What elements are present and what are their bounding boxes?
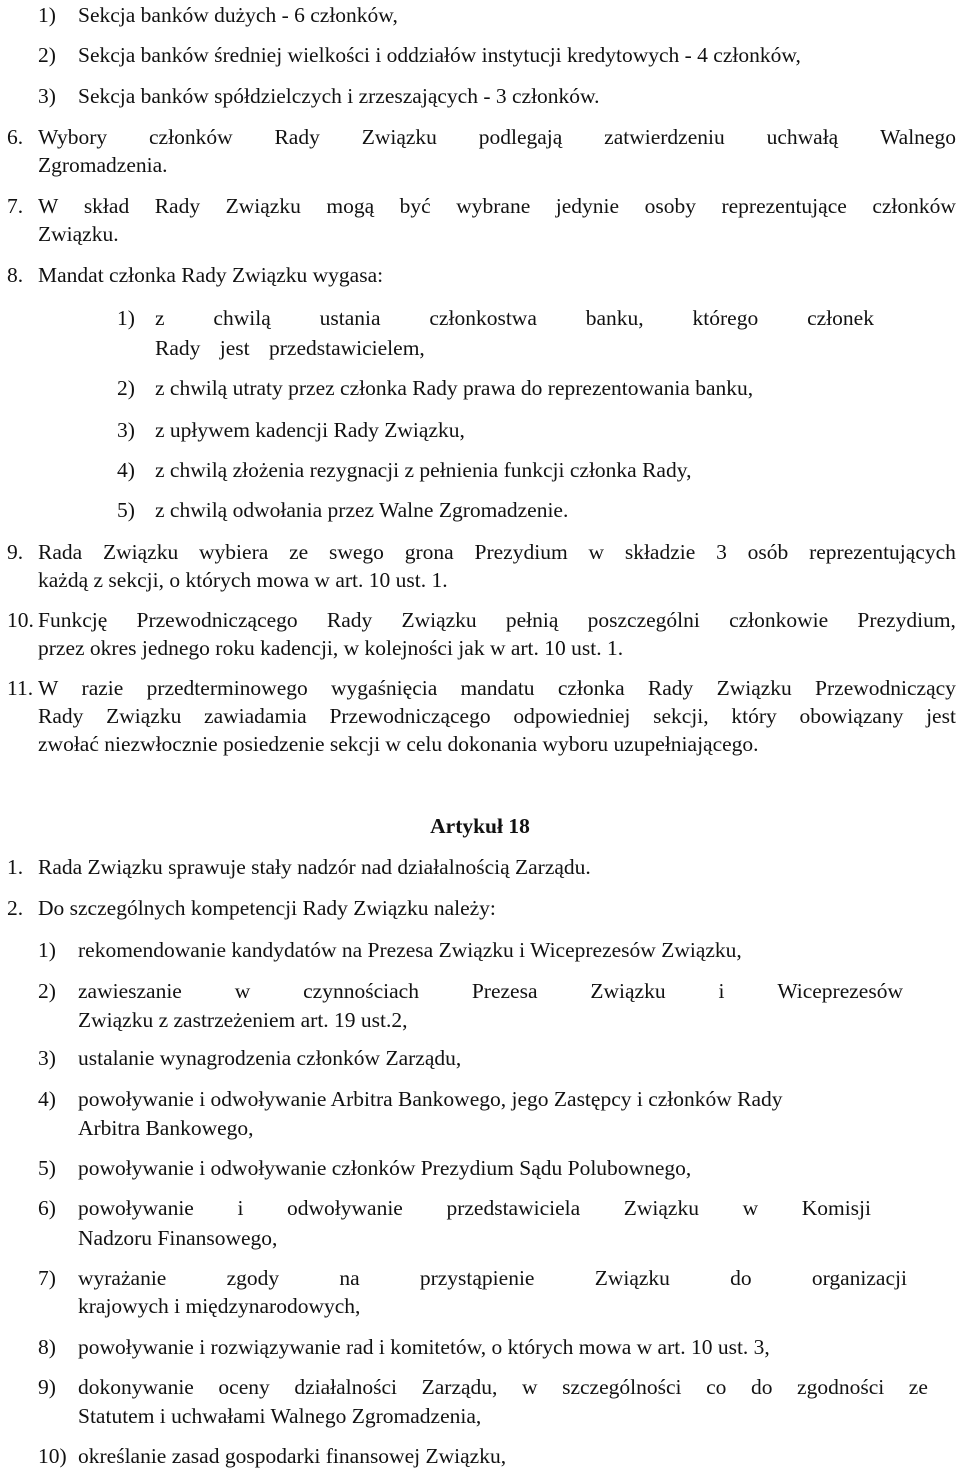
- word: Związku: [106, 704, 182, 728]
- word: skład: [83, 194, 130, 218]
- list-item-number: 3): [38, 84, 56, 108]
- list-item-number: 2): [38, 979, 56, 1003]
- paragraph-text: Do szczególnych kompetencji Rady Związku należy:: [38, 896, 496, 920]
- word: który: [731, 704, 777, 728]
- word: reprezentujące: [721, 194, 847, 218]
- word: w: [234, 979, 251, 1003]
- word: 3: [716, 540, 727, 564]
- list-item-number: 4): [117, 458, 135, 482]
- paragraph-number: 8.: [7, 263, 24, 287]
- list-item-text-justified: [78, 1268, 907, 1290]
- list-item-number: 2): [117, 376, 135, 400]
- word: w: [742, 1196, 759, 1220]
- word: zawiadamia: [204, 704, 307, 728]
- word: Związku: [590, 979, 666, 1003]
- list-item-text-justified: [78, 981, 903, 1003]
- paragraph-number: 6.: [7, 125, 24, 149]
- word: W: [38, 676, 59, 700]
- word: ze: [289, 540, 309, 564]
- list-item-number: 8): [38, 1335, 56, 1359]
- word: co: [706, 1375, 727, 1399]
- list-item-text: Związku z zastrzeżeniem art. 19 ust.2,: [78, 1008, 408, 1032]
- word: Związku: [401, 608, 477, 632]
- word: Związku: [623, 1196, 699, 1220]
- paragraph-text: zwołać niezwłocznie posiedzenie sekcji w celu dokonania wyboru uzupełniającego.: [38, 732, 759, 756]
- word: ustania: [319, 306, 381, 330]
- word: grona: [404, 540, 454, 564]
- list-item-text: z chwilą odwołania przez Walne Zgromadzenie.: [155, 498, 569, 522]
- word: razie: [81, 676, 124, 700]
- paragraph-text-justified: [38, 610, 956, 632]
- word: Walnego: [880, 125, 956, 149]
- list-item-number: 9): [38, 1375, 56, 1399]
- word: Zarządu,: [421, 1375, 498, 1399]
- word: Rady: [647, 676, 694, 700]
- word: podlegają: [478, 125, 563, 149]
- paragraph-number: 2.: [7, 896, 24, 920]
- word: przedstawiciela: [446, 1196, 581, 1220]
- word: członkostwa: [429, 306, 537, 330]
- word: pełnią: [505, 608, 559, 632]
- word: Przewodniczący: [815, 676, 956, 700]
- word: sekcji,: [653, 704, 709, 728]
- word: przystąpienie: [419, 1266, 535, 1290]
- word: zgodności: [797, 1375, 885, 1399]
- word: w: [521, 1375, 538, 1399]
- word: Prezesa: [471, 979, 538, 1003]
- list-item-number: 7): [38, 1266, 56, 1290]
- word: powoływanie: [78, 1196, 194, 1220]
- word: obowiązany: [799, 704, 904, 728]
- list-item-number: 3): [117, 418, 135, 442]
- word: składzie: [624, 540, 696, 564]
- list-item-number: 4): [38, 1087, 56, 1111]
- word: zatwierdzeniu: [604, 125, 725, 149]
- list-item-text: powoływanie i rozwiązywanie rad i komitetów, o których mowa w art. 10 ust. 3,: [78, 1335, 770, 1359]
- article-heading: Artykuł 18: [430, 814, 530, 838]
- word: osób: [747, 540, 789, 564]
- list-item-text: z chwilą złożenia rezygnacji z pełnienia funkcji członka Rady,: [155, 458, 692, 482]
- word: Związku: [361, 125, 437, 149]
- list-item-text: rekomendowanie kandydatów na Prezesa Związku i Wiceprezesów Związku,: [78, 938, 742, 962]
- list-item-number: 3): [38, 1046, 56, 1070]
- word: Przewodniczącego: [136, 608, 298, 632]
- word: Prezydium: [474, 540, 568, 564]
- paragraph-text-justified: [38, 542, 956, 564]
- paragraph-text: każdą z sekcji, o których mowa w art. 10 ust. 1.: [38, 568, 448, 592]
- list-item-number: 5): [38, 1156, 56, 1180]
- list-item-text-justified: [155, 308, 874, 330]
- word: którego: [692, 306, 759, 330]
- word: chwilą: [213, 306, 271, 330]
- word: do: [730, 1266, 752, 1290]
- word: mandatu: [460, 676, 535, 700]
- list-item-number: 5): [117, 498, 135, 522]
- list-item-text: Sekcja banków spółdzielczych i zrzeszających - 3 członków.: [78, 84, 600, 108]
- list-item-number: 1): [38, 938, 56, 962]
- word: Związku: [716, 676, 792, 700]
- word: oceny: [218, 1375, 270, 1399]
- word: Związku: [103, 540, 179, 564]
- paragraph-text: Mandat członka Rady Związku wygasa:: [38, 263, 384, 287]
- paragraph-number: 11.: [7, 676, 34, 700]
- word: Rada: [38, 540, 83, 564]
- paragraph-number: 9.: [7, 540, 24, 564]
- word: banku,: [585, 306, 644, 330]
- word: odwoływanie: [287, 1196, 403, 1220]
- list-item-text: powoływanie i odwoływanie Arbitra Bankowego, jego Zastępcy i członków Rady: [78, 1087, 783, 1111]
- word: członków: [872, 194, 956, 218]
- word: wygaśnięcia: [331, 676, 438, 700]
- word: mogą: [326, 194, 375, 218]
- word: członkowie: [729, 608, 829, 632]
- word: szczególności: [562, 1375, 682, 1399]
- paragraph-text: przez okres jednego roku kadencji, w kolejności jak w art. 10 ust. 1.: [38, 636, 624, 660]
- word: jedynie: [555, 194, 620, 218]
- list-item-text: krajowych i międzynarodowych,: [78, 1294, 361, 1318]
- word: Rady: [274, 125, 320, 149]
- word: wybrane: [456, 194, 531, 218]
- paragraph-number: 10.: [7, 608, 34, 632]
- word: w: [588, 540, 605, 564]
- list-item-text: powoływanie i odwoływanie członków Prezydium Sądu Polubownego,: [78, 1156, 692, 1180]
- list-item-text: Rady jest przedstawicielem,: [155, 336, 425, 360]
- word: reprezentujących: [809, 540, 956, 564]
- word: Rady: [38, 704, 84, 728]
- word: być: [399, 194, 431, 218]
- list-item-text: z chwilą utraty przez członka Rady prawa do reprezentowania banku,: [155, 376, 754, 400]
- word: zgody: [226, 1266, 280, 1290]
- word: na: [339, 1266, 360, 1290]
- word: Rady: [154, 194, 201, 218]
- word: Związku: [594, 1266, 670, 1290]
- list-item-text: określanie zasad gospodarki finansowej Związku,: [78, 1444, 507, 1468]
- word: uchwałą: [766, 125, 839, 149]
- word: Przewodniczącego: [329, 704, 491, 728]
- word: członków: [149, 125, 233, 149]
- word: z: [155, 306, 165, 330]
- list-item-text-justified: [78, 1198, 871, 1220]
- list-item-text: Nadzoru Finansowego,: [78, 1226, 278, 1250]
- paragraph-text-justified: [38, 706, 956, 728]
- paragraph-text-justified: [38, 127, 956, 149]
- word: czynnościach: [303, 979, 419, 1003]
- word: odpowiedniej: [513, 704, 631, 728]
- list-item-number: 2): [38, 43, 56, 67]
- word: Prezydium,: [857, 608, 956, 632]
- word: dokonywanie: [78, 1375, 194, 1399]
- paragraph-text-justified: [38, 196, 956, 218]
- word: przedterminowego: [146, 676, 308, 700]
- list-item-text-justified: [78, 1377, 928, 1399]
- word: członek: [807, 306, 874, 330]
- word: ze: [908, 1375, 928, 1399]
- word: osoby: [644, 194, 696, 218]
- paragraph-number: 1.: [7, 855, 24, 879]
- word: Rady: [326, 608, 373, 632]
- word: członka: [557, 676, 625, 700]
- word: i: [718, 979, 725, 1003]
- word: organizacji: [811, 1266, 907, 1290]
- word: Związku: [225, 194, 301, 218]
- word: i: [237, 1196, 244, 1220]
- word: działalności: [294, 1375, 398, 1399]
- word: wybiera: [199, 540, 269, 564]
- word: swego: [329, 540, 384, 564]
- word: Funkcję: [38, 608, 108, 632]
- word: Komisji: [801, 1196, 871, 1220]
- list-item-number: 6): [38, 1196, 56, 1220]
- list-item-text: z upływem kadencji Rady Związku,: [155, 418, 465, 442]
- word: jest: [926, 704, 956, 728]
- paragraph-text: Rada Związku sprawuje stały nadzór nad działalnością Zarządu.: [38, 855, 591, 879]
- list-item-text: ustalanie wynagrodzenia członków Zarządu,: [78, 1046, 462, 1070]
- list-item-number: 1): [117, 306, 135, 330]
- word: W: [38, 194, 59, 218]
- list-item-text: Arbitra Bankowego,: [78, 1116, 254, 1140]
- word: do: [750, 1375, 773, 1399]
- word: Wybory: [38, 125, 108, 149]
- word: poszczególni: [587, 608, 700, 632]
- word: Wiceprezesów: [777, 979, 903, 1003]
- paragraph-text-justified: [38, 678, 956, 700]
- list-item-text: Sekcja banków dużych - 6 członków,: [78, 3, 398, 27]
- list-item-number: 10): [38, 1444, 67, 1468]
- list-item-text: Sekcja banków średniej wielkości i oddziałów instytucji kredytowych - 4 członków,: [78, 43, 801, 67]
- word: wyrażanie: [78, 1266, 167, 1290]
- list-item-text: Statutem i uchwałami Walnego Zgromadzenia,: [78, 1404, 482, 1428]
- paragraph-text: Zgromadzenia.: [38, 153, 168, 177]
- paragraph-text: Związku.: [38, 222, 119, 246]
- paragraph-number: 7.: [7, 194, 24, 218]
- word: zawieszanie: [78, 979, 182, 1003]
- list-item-number: 1): [38, 3, 56, 27]
